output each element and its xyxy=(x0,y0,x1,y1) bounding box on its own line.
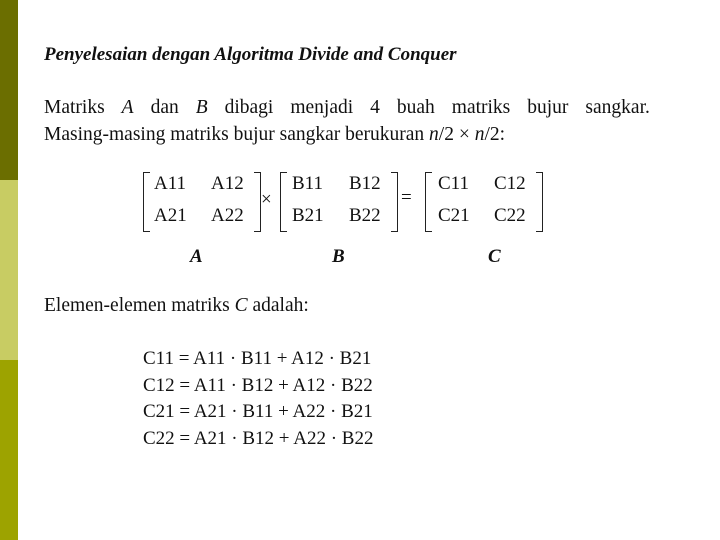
matrix-cell: A11 xyxy=(154,173,187,194)
elements-var-c: C xyxy=(234,295,248,316)
matrix-c xyxy=(425,172,543,230)
times-symbol: × xyxy=(261,189,272,210)
matrix-cell: C22 xyxy=(494,205,526,226)
intro-word: menjadi xyxy=(290,97,354,118)
equation-list xyxy=(143,346,373,452)
sidebar-decoration xyxy=(0,0,18,540)
matrix-cell: B22 xyxy=(349,205,381,226)
matrix-cell: C12 xyxy=(494,173,526,194)
intro-var-n: n xyxy=(474,124,485,145)
matrix-cell: B11 xyxy=(292,173,323,194)
intro-word: matriks xyxy=(451,97,511,118)
intro-var-n: n xyxy=(429,124,439,145)
intro-word: dan xyxy=(150,97,179,118)
matrix-cell: C21 xyxy=(438,205,470,226)
matrix-cell: B12 xyxy=(349,173,381,194)
matrix-b xyxy=(280,172,398,230)
matrix-cell: B21 xyxy=(292,205,324,226)
intro-word: sangkar. xyxy=(585,97,650,118)
intro-var-a: A xyxy=(121,97,134,118)
elements-heading: Elemen-elemen matriks C adalah: xyxy=(44,295,309,316)
matrix-c-label: C xyxy=(488,246,501,267)
equals-symbol: = xyxy=(401,187,412,208)
intro-line-2: Masing-masing matriks bujur sangkar berukuran n/2 × n/2: xyxy=(44,124,506,145)
sidebar-segment-top xyxy=(0,0,18,180)
intro-word: Matriks xyxy=(44,97,105,118)
intro-word: dibagi xyxy=(224,97,274,118)
intro-word: 4 xyxy=(370,97,380,118)
matrix-cell: C11 xyxy=(438,173,469,194)
slide-title: Penyelesaian dengan Algoritma Divide and Conquer xyxy=(44,44,457,65)
sidebar-segment-bottom xyxy=(0,360,18,540)
matrix-a xyxy=(143,172,261,230)
intro-line-1 xyxy=(44,94,650,121)
intro-word: buah xyxy=(396,97,435,118)
matrix-cell: A12 xyxy=(211,173,244,194)
intro-var-b: B xyxy=(195,97,208,118)
intro-paragraph xyxy=(44,94,650,148)
sidebar-segment-middle xyxy=(0,180,18,360)
matrix-cell: A22 xyxy=(211,205,244,226)
equation-c21: C21 = A21 · B11 + A22 · B21 xyxy=(143,401,373,422)
equation-c11: C11 = A11 · B11 + A12 · B21 xyxy=(143,348,372,369)
intro-word: bujur xyxy=(527,97,569,118)
equation-c12: C12 = A11 · B12 + A12 · B22 xyxy=(143,374,373,396)
matrix-b-label: B xyxy=(332,246,345,267)
matrix-cell: A21 xyxy=(154,205,187,226)
equation-c22: C22 = A21 · B12 + A22 · B22 xyxy=(143,427,374,449)
matrix-a-label: A xyxy=(190,246,203,267)
